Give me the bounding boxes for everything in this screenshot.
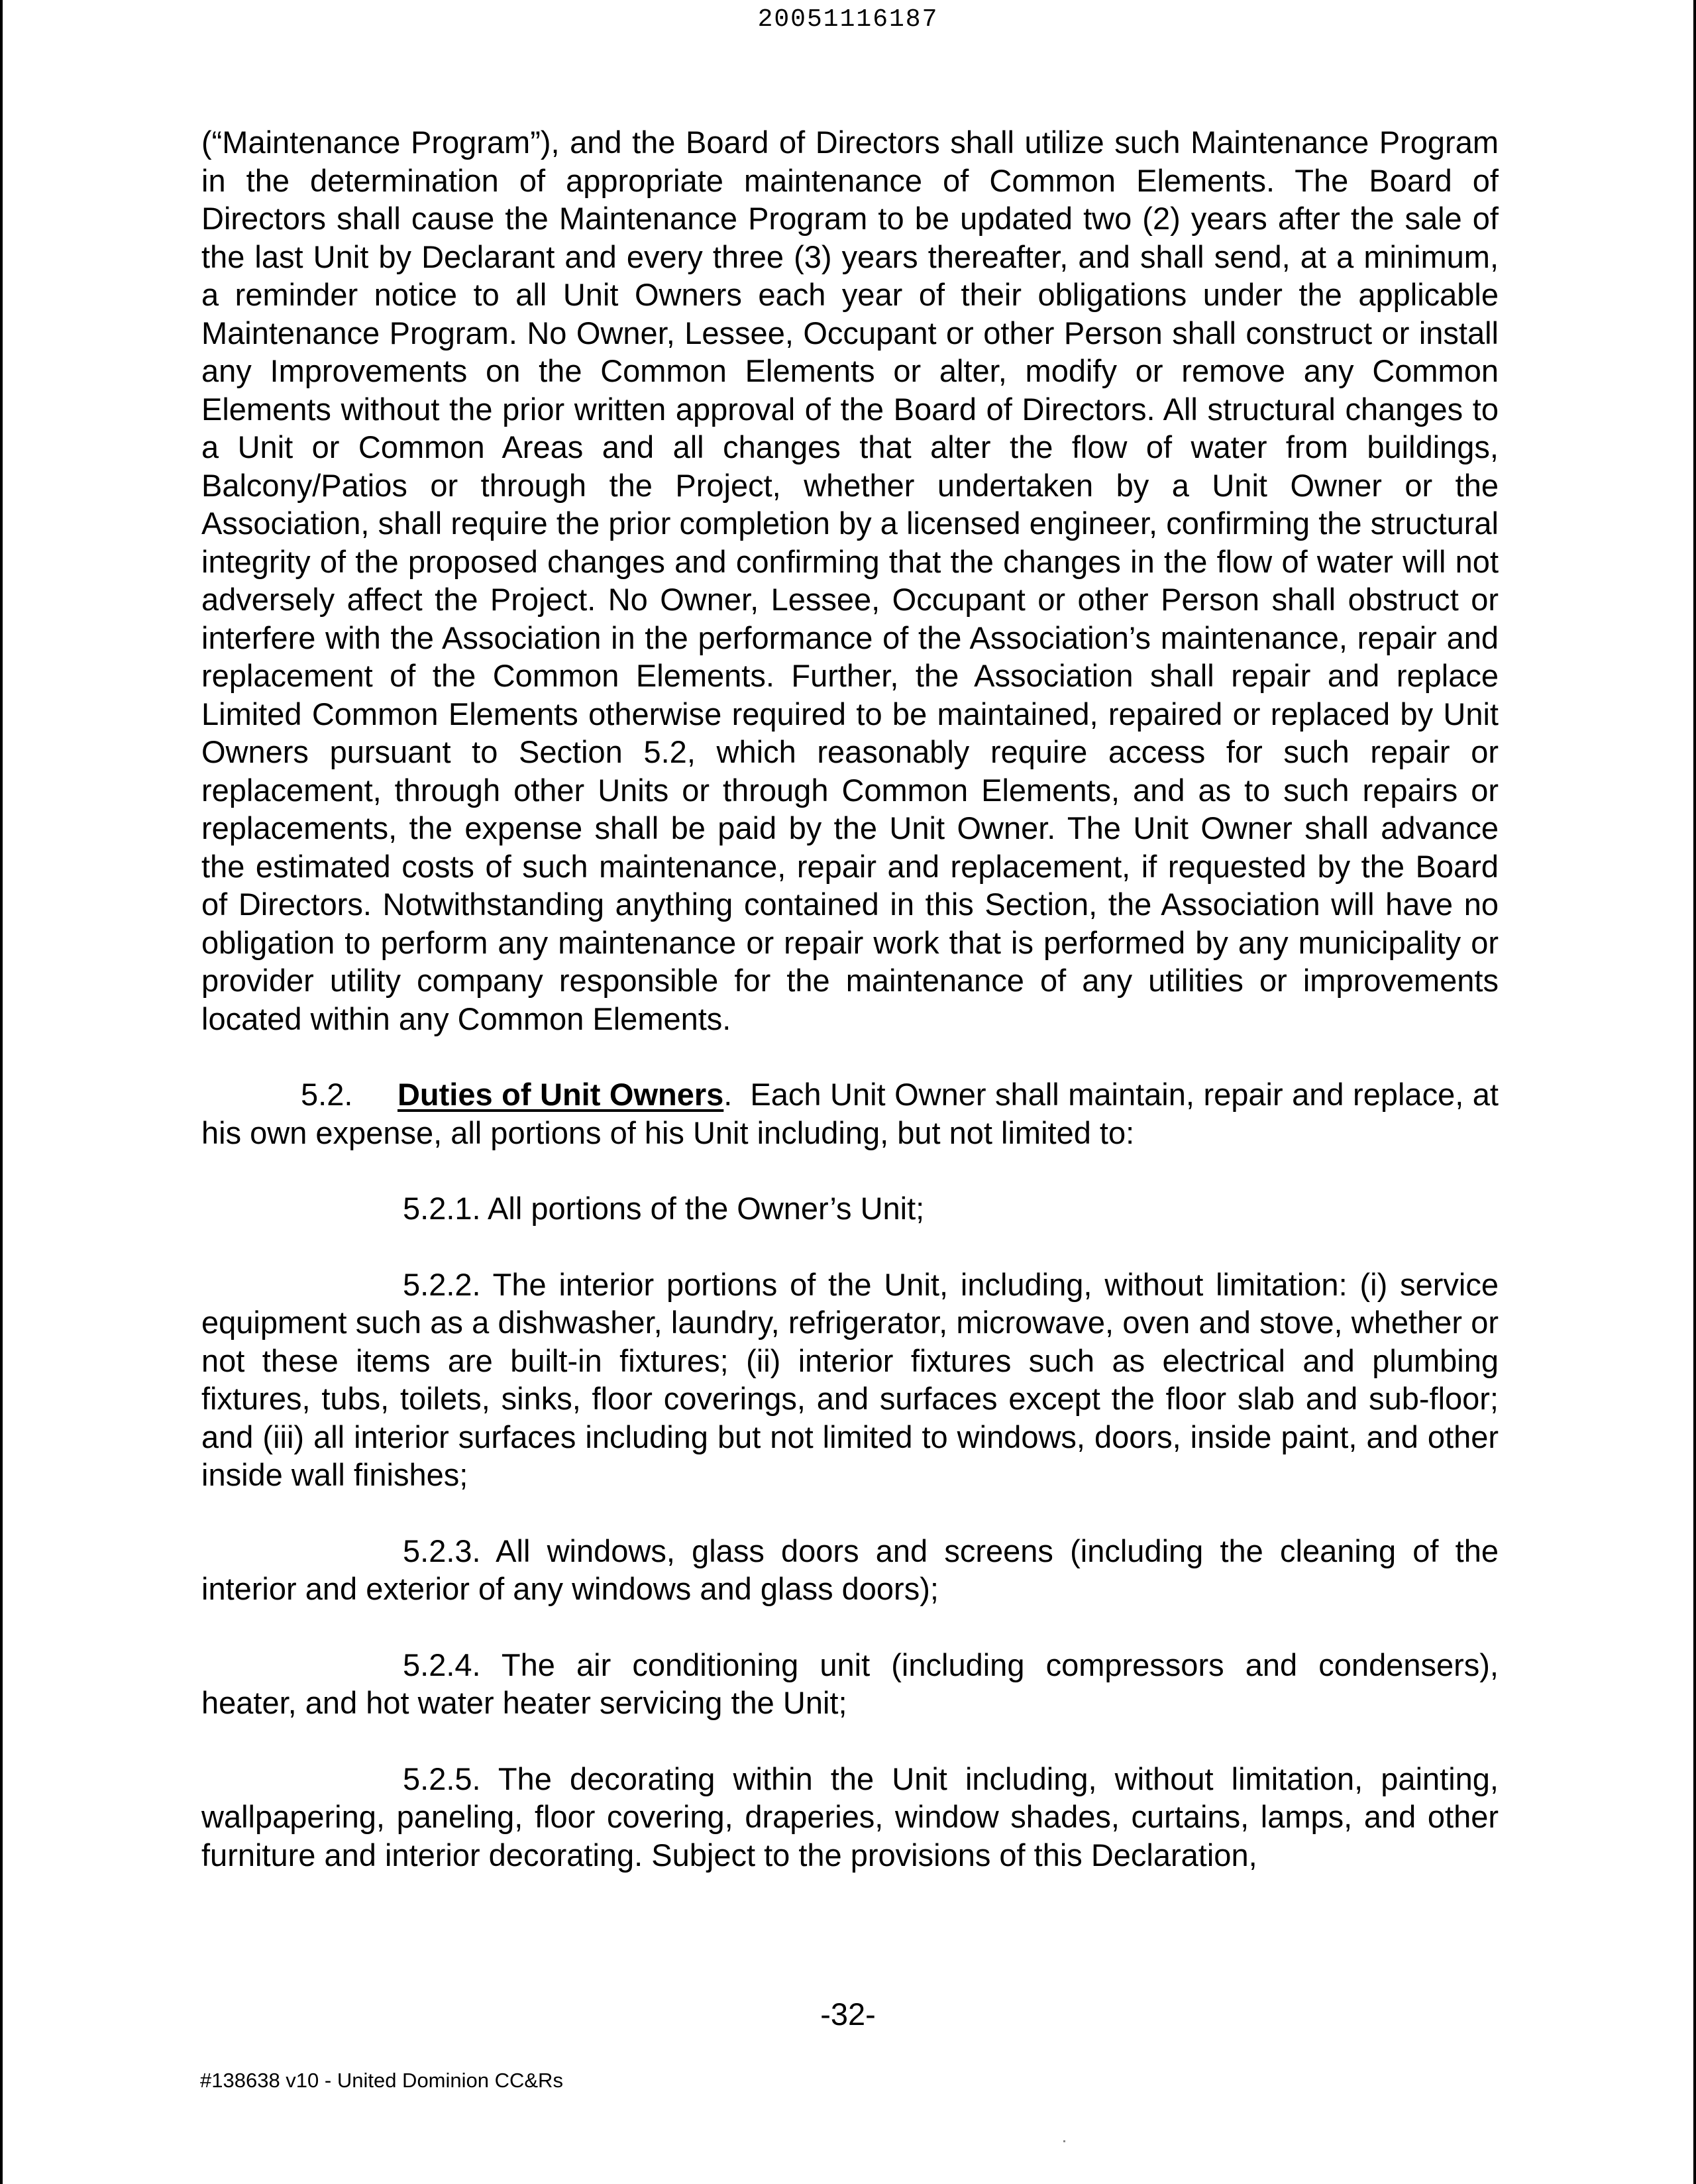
section-text: Each Unit Owner shall maintain, repair and replace, at his own expense, all portions of his Unit including, but not limited to: [201, 1077, 1499, 1150]
document-body [201, 123, 1499, 1874]
paragraph-continuation: (“Maintenance Program”), and the Board of Directors shall utilize such Maintenance Program in the determination of appropriate maintenance of Common Elements. The Board of Directors shall cause the Maintenance Program to be updated two (2) years after the sale of the last Unit by Declarant and every three (3) years thereafter, and shall send, at a minimum, a reminder notice to all Unit Owners each year of their obligations under the applicable Maintenance Program. No Owner, Lessee, Occupant or other Person shall construct or install any Improvements on the Common Elements or alter, modify or remove any Common Elements without the prior written approval of the Board of Directors. All structural changes to a Unit or Common Areas and all changes that alter the flow of water from buildings, Balcony/Patios or through the Project, whether undertaken by a Unit Owner or the Association, shall require the prior completion by a licensed engineer, confirming the structural integrity of the proposed changes and confirming that the changes in the flow of water will not adversely affect the Project. No Owner, Lessee, Occupant or other Person shall obstruct or interfere with the Association in the performance of the Association’s maintenance, repair and replacement of the Common Elements. Further, the Association shall repair and replace Limited Common Elements otherwise required to be maintained, repaired or replaced by Unit Owners pursuant to Section 5.2, which reasonably require access for such repair or replacement, through other Units or through Common Elements, and as to such repairs or replacements, the expense shall be paid by the Unit Owner. The Unit Owner shall advance the estimated costs of such maintenance, repair and replacement, if requested by the Board of Directors. Notwithstanding anything contained in this Section, the Association will have no obligation to perform any maintenance or repair work that is performed by any municipality or provider utility company responsible for the maintenance of any utilities or improvements located within any Common Elements. [201, 125, 1499, 1036]
subsection-5-2-5: 5.2.5. The decorating within the Unit including, without limitation, painting, wallpapering, paneling, floor covering, draperies, window shades, curtains, lamps, and other furniture and interior decorating. Subject to the provisions of this Declaration, [201, 1761, 1499, 1873]
document-number: 20051116187 [757, 5, 939, 34]
subsection-5-2-2: 5.2.2. The interior portions of the Unit, including, without limitation: (i) service equipment such as a dishwasher, laundry, refrigerator, microwave, oven and stove, whether or not these items are built-in fixtures; (ii) interior fixtures such as electrical and plumbing fixtures, tubs, toilets, sinks, floor coverings, and surfaces except the floor slab and sub-floor; and (iii) all interior surfaces including but not limited to windows, doors, inside paint, and other inside wall finishes; [201, 1266, 1499, 1492]
scan-right-edge [1693, 0, 1696, 2184]
page-number: -32- [820, 1996, 876, 2032]
scan-speck [1063, 2140, 1065, 2142]
subsection-5-2-1: 5.2.1. All portions of the Owner’s Unit; [403, 1191, 925, 1226]
section-heading: Duties of Unit Owners [397, 1077, 724, 1112]
section-5-2 [201, 1075, 1499, 1152]
subsection-5-2-4: 5.2.4. The air conditioning unit (including compressors and condensers), heater, and hot water heater servicing the Unit; [201, 1647, 1499, 1720]
subsection-5-2-3: 5.2.3. All windows, glass doors and screens (including the cleaning of the interior and exterior of any windows and glass doors); [201, 1533, 1499, 1606]
section-heading-punct: . [723, 1077, 733, 1112]
section-number: 5.2. [301, 1077, 353, 1112]
footer-document-id: #138638 v10 - United Dominion CC&Rs [200, 2069, 563, 2092]
scan-left-edge [0, 0, 3, 2184]
